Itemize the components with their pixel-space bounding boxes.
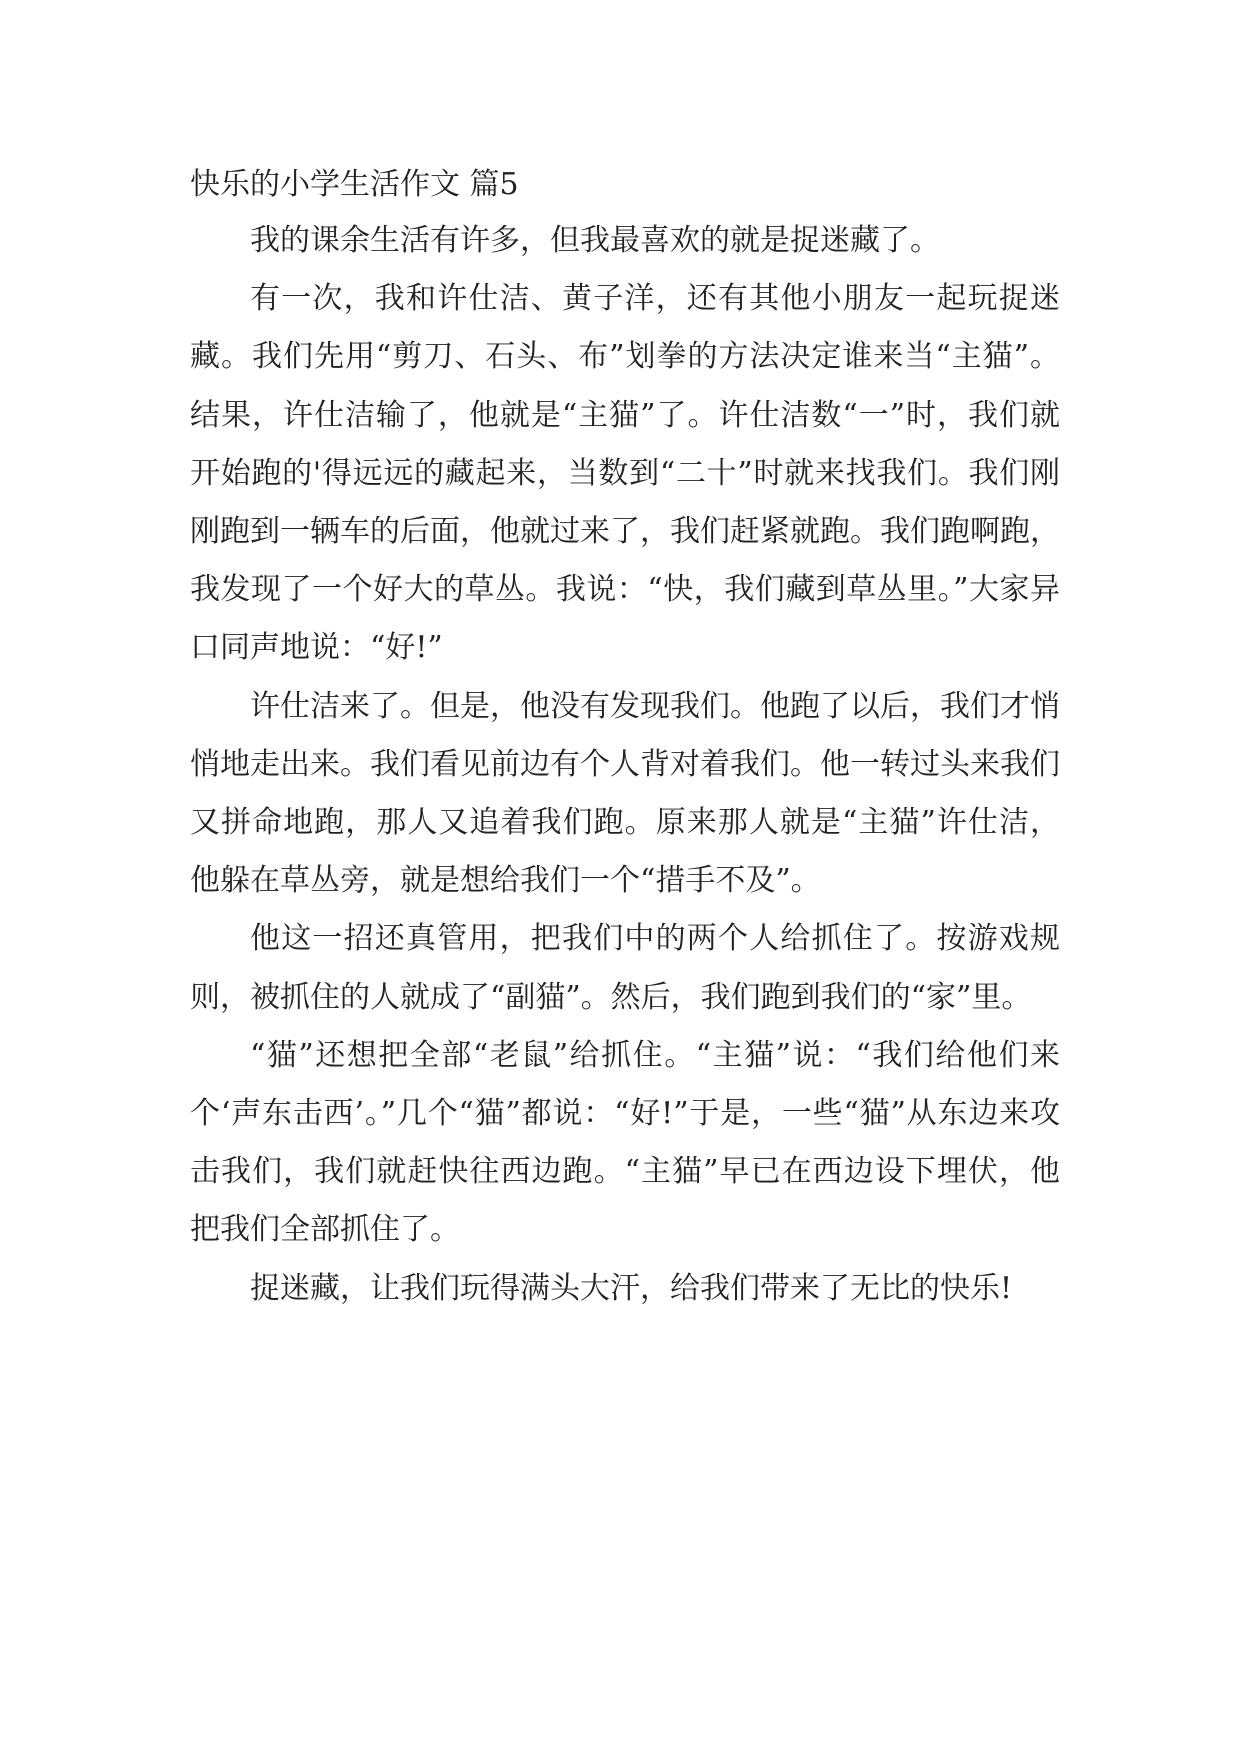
paragraph: 他这一招还真管用，把我们中的两个人给抓住了。按游戏规则，被抓住的人就成了“副猫”。然后，我们跑到我们的“家”里。 — [190, 921, 1060, 1015]
paragraph: 有一次，我和许仕洁、黄子洋，还有其他小朋友一起玩捉迷藏。我们先用“剪刀、石头、布”划拳的方法决定谁来当“主猫”。结果，许仕洁输了，他就是“主猫”了。许仕洁数“一”时，我们就开始跑的'得远远的藏起来，当数到“二十”时就来找我们。我们刚刚跑到一辆车的后面，他就过来了，我们赶紧就跑。我们跑啊跑，我发现了一个好大的草丛。我说：“快，我们藏到草丛里。”大家异口同声地说：“好!” — [190, 281, 1060, 666]
paragraph: 捉迷藏，让我们玩得满头大汗，给我们带来了无比的快乐! — [250, 1270, 1013, 1306]
paragraph: “猫”还想把全部“老鼠”给抓住。“主猫”说：“我们给他们来个‘声东击西’。”几个“猫”都说：“好!”于是，一些“猫”从东边来攻击我们，我们就赶快往西边跑。“主猫”早已在西边设下埋伏，他把我们全部抓住了。 — [190, 1037, 1060, 1248]
essay-body — [190, 212, 1060, 1318]
paragraph: 许仕洁来了。但是，他没有发现我们。他跑了以后，我们才悄悄地走出来。我们看见前边有个人背对着我们。他一转过头来我们又拼命地跑，那人又追着我们跑。原来那人就是“主猫”许仕洁，他躲在草丛旁，就是想给我们一个“措手不及”。 — [190, 688, 1060, 899]
essay-title: 快乐的小学生活作文 篇5 — [190, 167, 519, 202]
paragraph: 我的课余生活有许多，但我最喜欢的就是捉迷藏了。 — [250, 223, 940, 258]
